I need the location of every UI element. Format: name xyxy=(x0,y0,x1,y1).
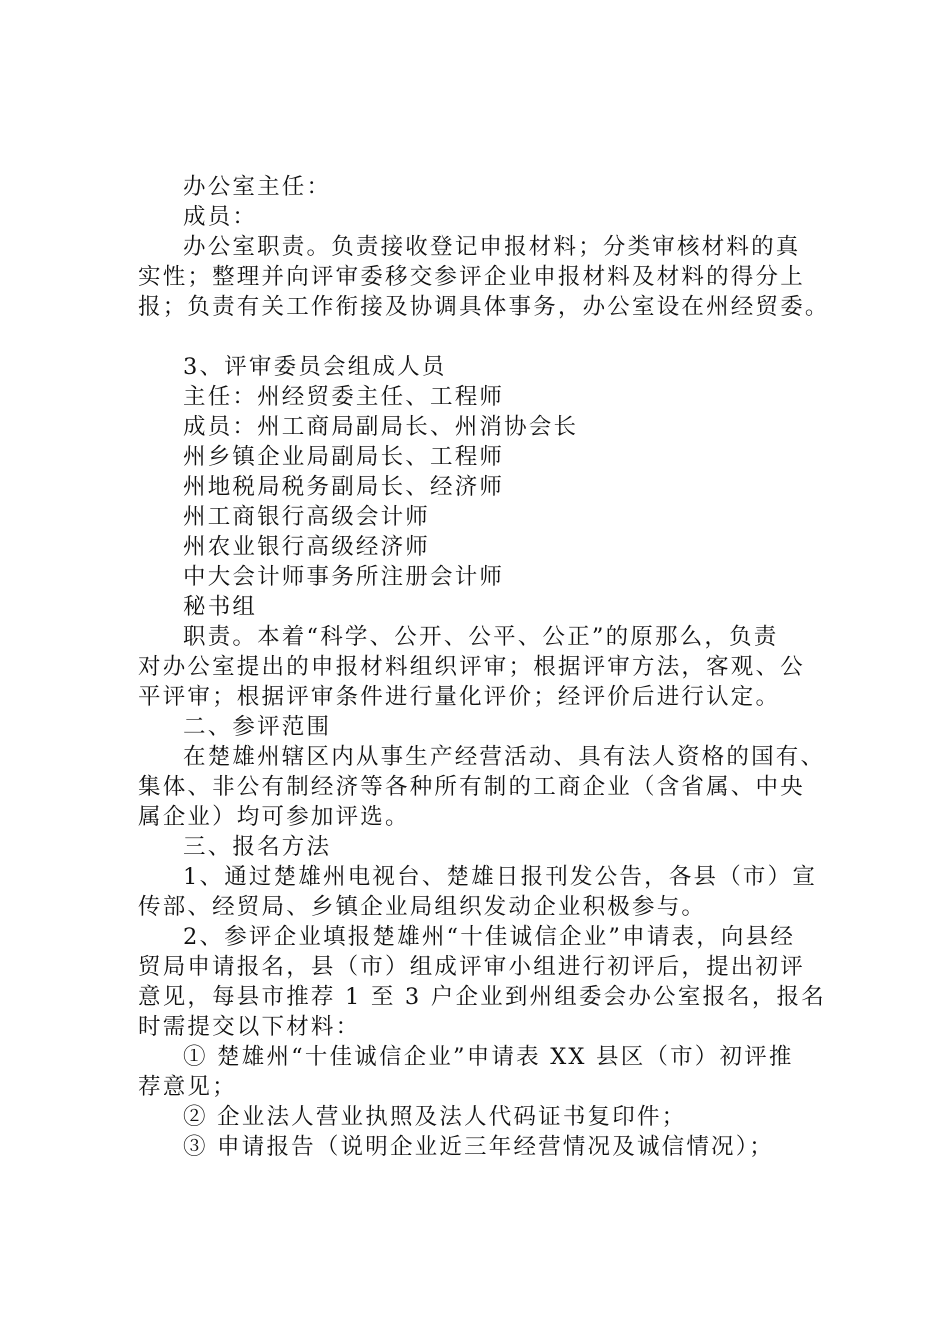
paragraph-registration-2 xyxy=(138,922,838,1042)
text-line: 办公室主任： xyxy=(183,174,332,200)
list-item-application-form xyxy=(138,1042,838,1102)
heading-scope xyxy=(138,712,838,742)
text-line: 二、参评范围 xyxy=(183,714,332,740)
text-line: 报；负责有关工作衔接及协调具体事务，办公室设在州经贸委。 xyxy=(138,294,830,320)
heading-registration xyxy=(138,832,838,862)
text-line: 时需提交以下材料： xyxy=(138,1014,361,1040)
text-line: 3、评审委员会组成人员 xyxy=(183,354,447,380)
paragraph-committee-duties xyxy=(138,622,838,712)
text-line: 平评审；根据评审条件进行量化评价；经评价后进行认定。 xyxy=(138,684,781,710)
text-line: 办公室职责。负责接收登记申报材料；分类审核材料的真 xyxy=(183,234,801,260)
heading-review-committee xyxy=(138,352,838,382)
paragraph-office-members xyxy=(138,202,838,232)
text-line: 州农业银行高级经济师 xyxy=(183,534,431,560)
text-line: 对办公室提出的申报材料组织评审；根据评审方法，客观、公 xyxy=(138,654,805,680)
text-line: 中大会计师事务所注册会计师 xyxy=(183,564,505,590)
paragraph-office-duties xyxy=(138,232,838,322)
list-item-business-license xyxy=(138,1102,838,1132)
text-line: 成员：州工商局副局长、州消协会长 xyxy=(183,414,579,440)
text-line: 三、报名方法 xyxy=(183,834,332,860)
text-line: ③ 申请报告（说明企业近三年经营情况及诚信情况）； xyxy=(183,1134,774,1160)
text-line: ② 企业法人营业执照及法人代码证书复印件； xyxy=(183,1104,687,1130)
text-line: 州地税局税务副局长、经济师 xyxy=(183,474,505,500)
text-line: 职责。本着“科学、公开、公平、公正”的原那么，负责 xyxy=(183,624,779,650)
paragraph-committee-members xyxy=(138,412,838,592)
text-line: 州工商银行高级会计师 xyxy=(183,504,431,530)
text-line: 贸局申请报名，县（市）组成评审小组进行初评后，提出初评 xyxy=(138,954,805,980)
text-line: 传部、经贸局、乡镇企业局组织发动企业积极参与。 xyxy=(138,894,707,920)
paragraph-scope xyxy=(138,742,838,832)
paragraph-registration-1 xyxy=(138,862,838,922)
text-line: 主任：州经贸委主任、工程师 xyxy=(183,384,505,410)
text-line: 在楚雄州辖区内从事生产经营活动、具有法人资格的国有、 xyxy=(183,744,826,770)
text-line: 秘书组 xyxy=(183,594,258,620)
text-line: 州乡镇企业局副局长、工程师 xyxy=(183,444,505,470)
text-line: 成员： xyxy=(183,204,258,230)
paragraph-committee-director xyxy=(138,382,838,412)
text-line: 1、通过楚雄州电视台、楚雄日报刊发公告，各县（市）宣 xyxy=(183,864,818,890)
paragraph-gap xyxy=(138,322,838,352)
text-line: 集体、非公有制经济等各种所有制的工商企业（含省属、中央 xyxy=(138,774,805,800)
text-line: 实性；整理并向评审委移交参评企业申报材料及材料的得分上 xyxy=(138,264,805,290)
document-page xyxy=(138,172,838,1162)
paragraph-office-director xyxy=(138,172,838,202)
text-line: 2、参评企业填报楚雄州“十佳诚信企业”申请表，向县经 xyxy=(183,924,796,950)
heading-secretariat xyxy=(138,592,838,622)
list-item-application-report xyxy=(138,1132,838,1162)
text-line: ① 楚雄州“十佳诚信企业”申请表 XX 县区（市）初评推 xyxy=(183,1044,794,1070)
text-line: 荐意见； xyxy=(138,1074,237,1100)
text-line: 属企业）均可参加评选。 xyxy=(138,804,410,830)
text-line: 意见，每县市推荐 1 至 3 户企业到州组委会办公室报名，报名 xyxy=(138,984,826,1010)
